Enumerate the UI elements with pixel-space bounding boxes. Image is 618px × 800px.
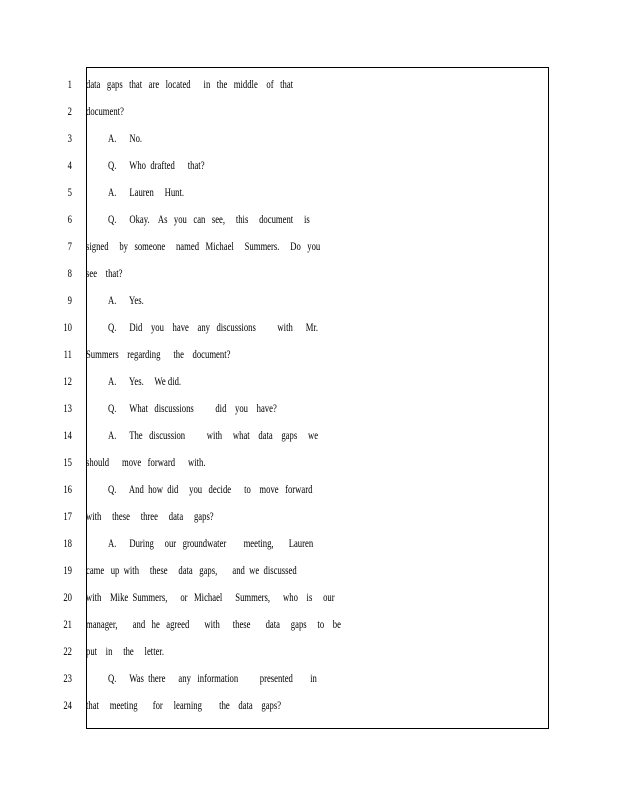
line-number: 24 — [63, 698, 72, 712]
line-number: 2 — [67, 104, 72, 118]
transcript-line-text: should move forward with. — [86, 455, 206, 469]
transcript-line — [86, 314, 446, 341]
line-number-column — [52, 71, 72, 719]
line-number: 11 — [63, 347, 72, 361]
transcript-line — [86, 530, 446, 557]
line-number: 6 — [67, 212, 72, 226]
transcript-line — [86, 152, 446, 179]
line-number: 22 — [63, 644, 72, 658]
transcript-line-text: Q. Was there any information presented in — [108, 671, 317, 685]
line-number: 8 — [67, 266, 72, 280]
transcript-line-text: signed by someone named Michael Summers. Do you — [86, 239, 321, 253]
line-number: 21 — [63, 617, 72, 631]
transcript-line-text: A. Yes. We did. — [108, 374, 182, 388]
transcript-line — [86, 611, 446, 638]
transcript-line-text: Q. And how did you decide to move forward — [108, 482, 313, 496]
line-number: 16 — [63, 482, 72, 496]
transcript-line-text: Summers regarding the document? — [86, 347, 231, 361]
transcript-line-text: put in the letter. — [86, 644, 164, 658]
transcript-line — [86, 125, 446, 152]
transcript-line — [86, 206, 446, 233]
transcript-line-text: came up with these data gaps, and we discussed — [86, 563, 297, 577]
line-number: 14 — [63, 428, 72, 442]
transcript-body — [86, 71, 446, 719]
line-number: 19 — [63, 563, 72, 577]
transcript-line — [86, 476, 446, 503]
transcript-line — [86, 179, 446, 206]
transcript-line — [86, 422, 446, 449]
transcript-line — [86, 557, 446, 584]
transcript-line — [86, 638, 446, 665]
line-number: 18 — [63, 536, 72, 550]
transcript-line — [86, 341, 446, 368]
transcript-line — [86, 233, 446, 260]
transcript-line-text: A. During our groundwater meeting, Lauren — [108, 536, 314, 550]
line-number: 15 — [63, 455, 72, 469]
transcript-line-text: A. No. — [108, 131, 143, 145]
line-number: 9 — [67, 293, 72, 307]
transcript-line-text: manager, and he agreed with these data gaps to be — [86, 617, 341, 631]
transcript-line — [86, 692, 446, 719]
line-number: 10 — [63, 320, 72, 334]
transcript-line — [86, 98, 446, 125]
line-number: 1 — [67, 77, 72, 91]
transcript-line — [86, 503, 446, 530]
transcript-line-text: Q. Who drafted that? — [108, 158, 205, 172]
line-number: 7 — [67, 239, 72, 253]
transcript-line-text: Q. Did you have any discussions with Mr. — [108, 320, 318, 334]
transcript-line-text: with Mike Summers, or Michael Summers, who is our — [86, 590, 335, 604]
transcript-line — [86, 71, 446, 98]
transcript-line-text: see that? — [86, 266, 123, 280]
transcript-line — [86, 287, 446, 314]
transcript-line-text: with these three data gaps? — [86, 509, 214, 523]
line-number: 13 — [63, 401, 72, 415]
transcript-line-text: Q. What discussions did you have? — [108, 401, 277, 415]
transcript-line-text: that meeting for learning the data gaps? — [86, 698, 282, 712]
transcript-line-text: Q. Okay. As you can see, this document is — [108, 212, 310, 226]
transcript-line-text: document? — [86, 104, 124, 118]
transcript-line-text: data gaps that are located in the middle of that — [86, 77, 294, 91]
transcript-line-text: A. The discussion with what data gaps we — [108, 428, 319, 442]
transcript-line — [86, 584, 446, 611]
transcript-line — [86, 368, 446, 395]
line-number: 4 — [67, 158, 72, 172]
line-number: 3 — [67, 131, 72, 145]
transcript-line-text: A. Yes. — [108, 293, 144, 307]
transcript-line — [86, 665, 446, 692]
transcript-line — [86, 395, 446, 422]
transcript-line-text: A. Lauren Hunt. — [108, 185, 185, 199]
line-number: 5 — [67, 185, 72, 199]
line-number: 17 — [63, 509, 72, 523]
transcript-line — [86, 449, 446, 476]
line-number: 23 — [63, 671, 72, 685]
line-number: 20 — [63, 590, 72, 604]
line-number: 12 — [63, 374, 72, 388]
transcript-line — [86, 260, 446, 287]
